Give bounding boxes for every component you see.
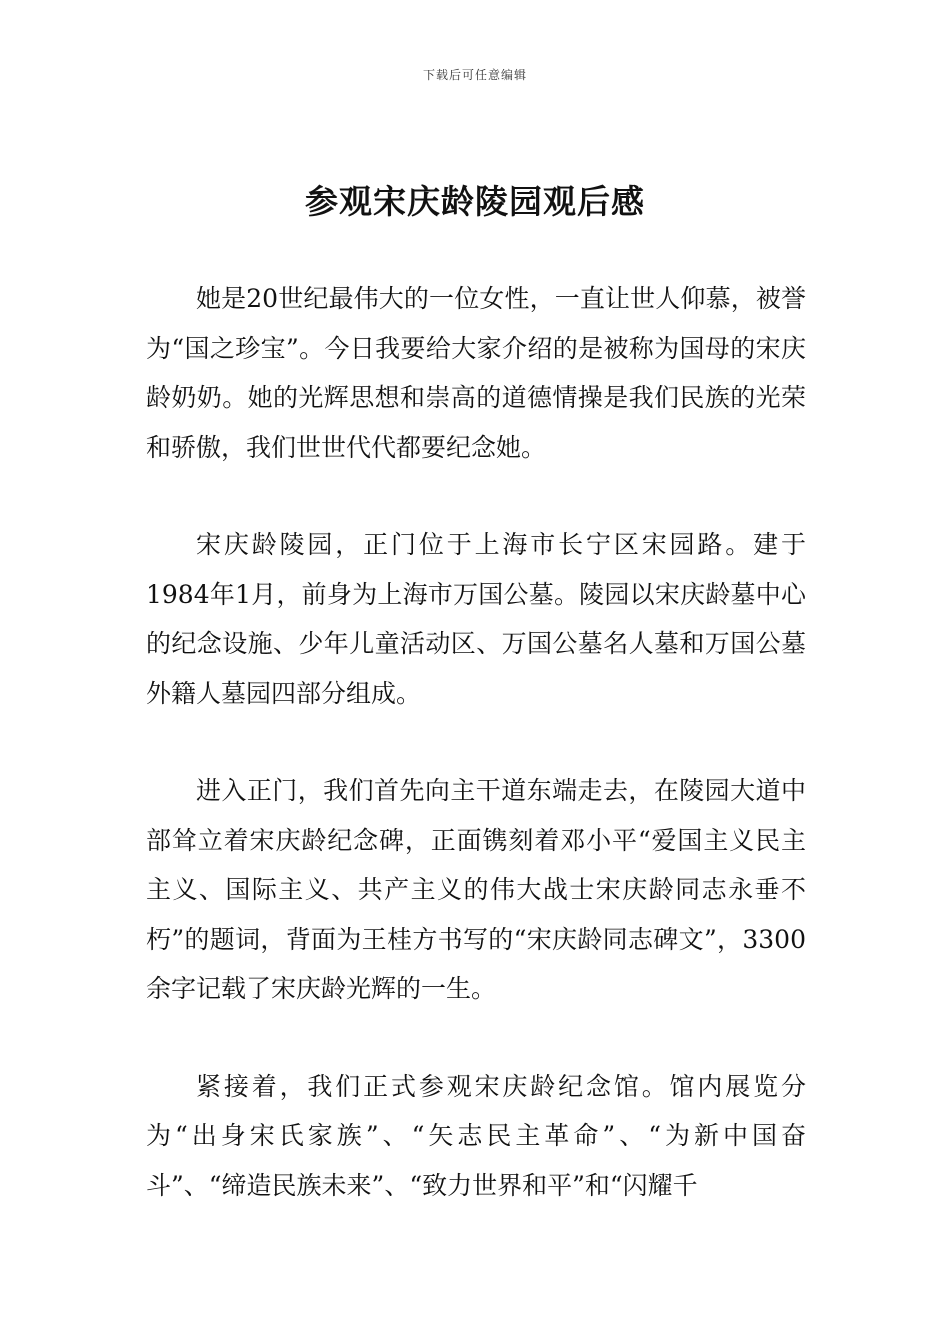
paragraph-memorial-hall: 紧接着，我们正式参观宋庆龄纪念馆。馆内展览分为“出身宋氏家族”、“矢志民主革命”、“为新中国奋斗”、“缔造民族未来”、“致力世界和平”和“闪耀千 (146, 1071, 806, 1200)
paragraph-monument: 进入正门，我们首先向主干道东端走去，在陵园大道中部耸立着宋庆龄纪念碑，正面镌刻着邓小平“爱国主义民主主义、国际主义、共产主义的伟大战士宋庆龄同志永垂不朽”的题词，背面为王桂方书写的“宋庆龄同志碑文”，3300余字记载了宋庆龄光辉的一生。 (146, 776, 806, 1003)
paragraph-cemetery-location: 宋庆龄陵园，正门位于上海市长宁区宋园路。建于1984年1月，前身为上海市万国公墓。陵园以宋庆龄墓中心的纪念设施、少年儿童活动区、万国公墓名人墓和万国公墓外籍人墓园四部分组成。 (146, 530, 806, 708)
page-header-note: 下载后可任意编辑 (422, 68, 527, 82)
paragraph-intro: 她是20世纪最伟大的一位女性，一直让世人仰慕，被誉为“国之珍宝”。今日我要给大家介绍的是被称为国母的宋庆龄奶奶。她的光辉思想和崇高的道德情操是我们民族的光荣和骄傲，我们世世代代都要纪念她。 (146, 284, 806, 462)
document-title: 参观宋庆龄陵园观后感 (305, 182, 645, 221)
document-body (146, 274, 806, 1258)
